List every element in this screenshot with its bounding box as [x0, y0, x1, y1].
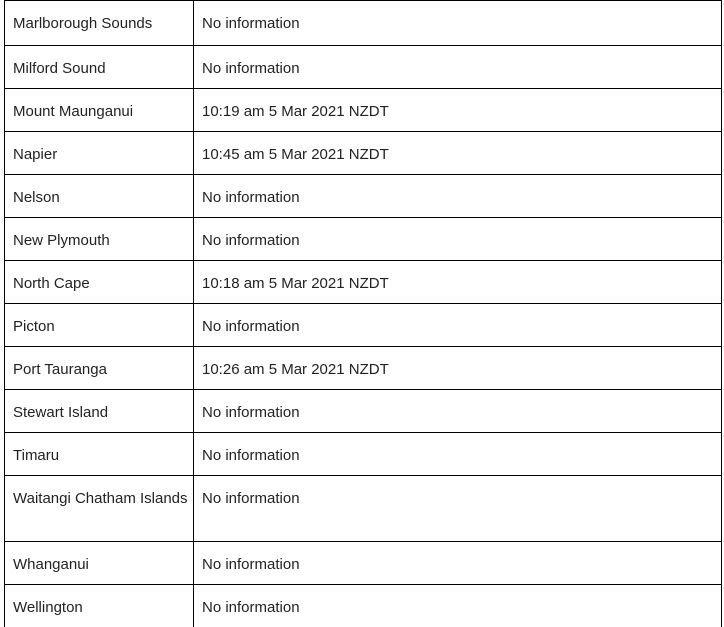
table-row	[5, 476, 722, 542]
time-cell: No information	[194, 218, 722, 261]
time-cell: 10:45 am 5 Mar 2021 NZDT	[194, 132, 722, 175]
time-cell: No information	[194, 390, 722, 433]
time-cell: No information	[194, 175, 722, 218]
location-cell: Whanganui	[5, 542, 194, 585]
location-cell: Mount Maunganui	[5, 89, 194, 132]
location-cell: Stewart Island	[5, 390, 194, 433]
locations-table	[4, 0, 722, 627]
table-row	[5, 46, 722, 89]
time-cell: No information	[194, 585, 722, 627]
time-cell: No information	[194, 46, 722, 89]
table-row	[5, 175, 722, 218]
time-cell: 10:19 am 5 Mar 2021 NZDT	[194, 89, 722, 132]
time-cell: No information	[194, 542, 722, 585]
table-row	[5, 218, 722, 261]
time-cell: No information	[194, 304, 722, 347]
location-cell: Waitangi Chatham Islands	[5, 476, 194, 542]
location-cell: North Cape	[5, 261, 194, 304]
location-cell: Timaru	[5, 433, 194, 476]
table-row	[5, 132, 722, 175]
table-row	[5, 89, 722, 132]
table-row	[5, 390, 722, 433]
time-cell: No information	[194, 433, 722, 476]
location-cell: Marlborough Sounds	[5, 1, 194, 46]
location-cell: New Plymouth	[5, 218, 194, 261]
table-row	[5, 261, 722, 304]
time-cell: 10:26 am 5 Mar 2021 NZDT	[194, 347, 722, 390]
table-row	[5, 304, 722, 347]
table-row	[5, 347, 722, 390]
table-row	[5, 1, 722, 46]
time-cell: No information	[194, 1, 722, 46]
location-cell: Milford Sound	[5, 46, 194, 89]
time-cell: No information	[194, 476, 722, 542]
location-cell: Picton	[5, 304, 194, 347]
time-cell: 10:18 am 5 Mar 2021 NZDT	[194, 261, 722, 304]
location-cell: Port Tauranga	[5, 347, 194, 390]
location-cell: Wellington	[5, 585, 194, 627]
table-row	[5, 433, 722, 476]
table-row	[5, 585, 722, 627]
location-cell: Napier	[5, 132, 194, 175]
table-row	[5, 542, 722, 585]
location-cell: Nelson	[5, 175, 194, 218]
